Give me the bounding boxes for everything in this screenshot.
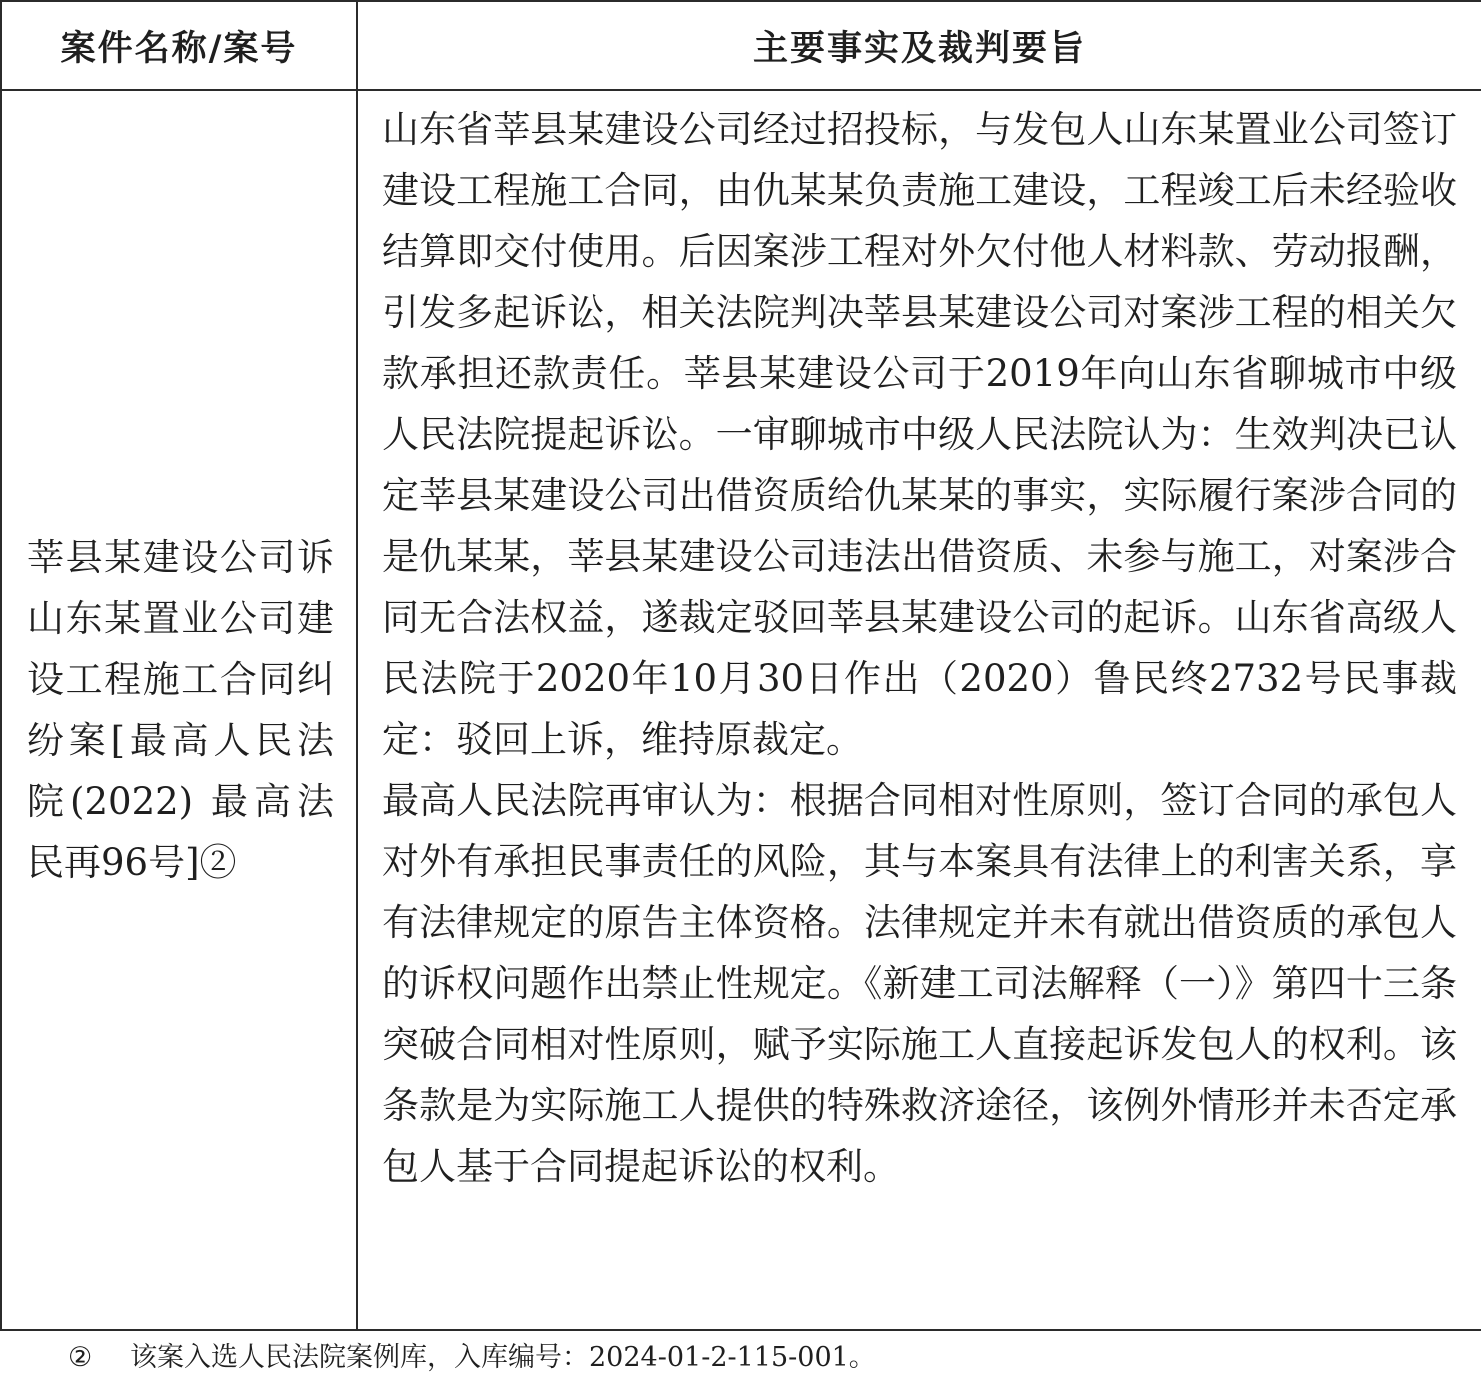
table-header-row: [1, 1, 1481, 90]
footnote: [68, 1340, 876, 1376]
case-name-text: 莘县某建设公司诉山东某置业公司建设工程施工合同纠纷案[最高人民法院(2022) 最高法民再96号]②: [27, 536, 334, 884]
facts-paragraph-1: 山东省莘县某建设公司经过招投标，与发包人山东某置业公司签订建设工程施工合同，由仇某某负责施工建设，工程竣工后未经验收结算即交付使用。后因案涉工程对外欠付他人材料款、劳动报酬，引发多起诉讼，相关法院判决莘县某建设公司对案涉工程的相关欠款承担还款责任。莘县某建设公司于2019年向山东省聊城市中级人民法院提起诉讼。一审聊城市中级人民法院认为：生效判决已认定莘县某建设公司出借资质给仇某某的事实，实际履行案涉合同的是仇某某，莘县某建设公司违法出借资质、未参与施工，对案涉合同无合法权益，遂裁定驳回莘县某建设公司的起诉。山东省高级人民法院于2020年10月30日作出（2020）鲁民终2732号民事裁定：驳回上诉，维持原裁定。: [382, 108, 1457, 761]
case-name-cell: [1, 90, 357, 1330]
facts-paragraph-2: 最高人民法院再审认为：根据合同相对性原则，签订合同的承包人对外有承担民事责任的风险，其与本案具有法律上的利害关系，享有法律规定的原告主体资格。法律规定并未有就出借资质的承包人的诉权问题作出禁止性规定。《新建工司法解释（一）》第四十三条突破合同相对性原则，赋予实际施工人直接起诉发包人的权利。该条款是为实际施工人提供的特殊救济途径，该例外情形并未否定承包人基于合同提起诉讼的权利。: [382, 779, 1457, 1188]
footnote-marker: ②: [68, 1342, 93, 1373]
header-case-name: 案件名称/案号: [1, 1, 357, 90]
header-facts: 主要事实及裁判要旨: [357, 1, 1481, 90]
table-row: [1, 90, 1481, 1330]
facts-cell: [357, 90, 1481, 1330]
footnote-text: 该案入选人民法院案例库，入库编号：2024-01-2-115-001。: [130, 1342, 876, 1373]
